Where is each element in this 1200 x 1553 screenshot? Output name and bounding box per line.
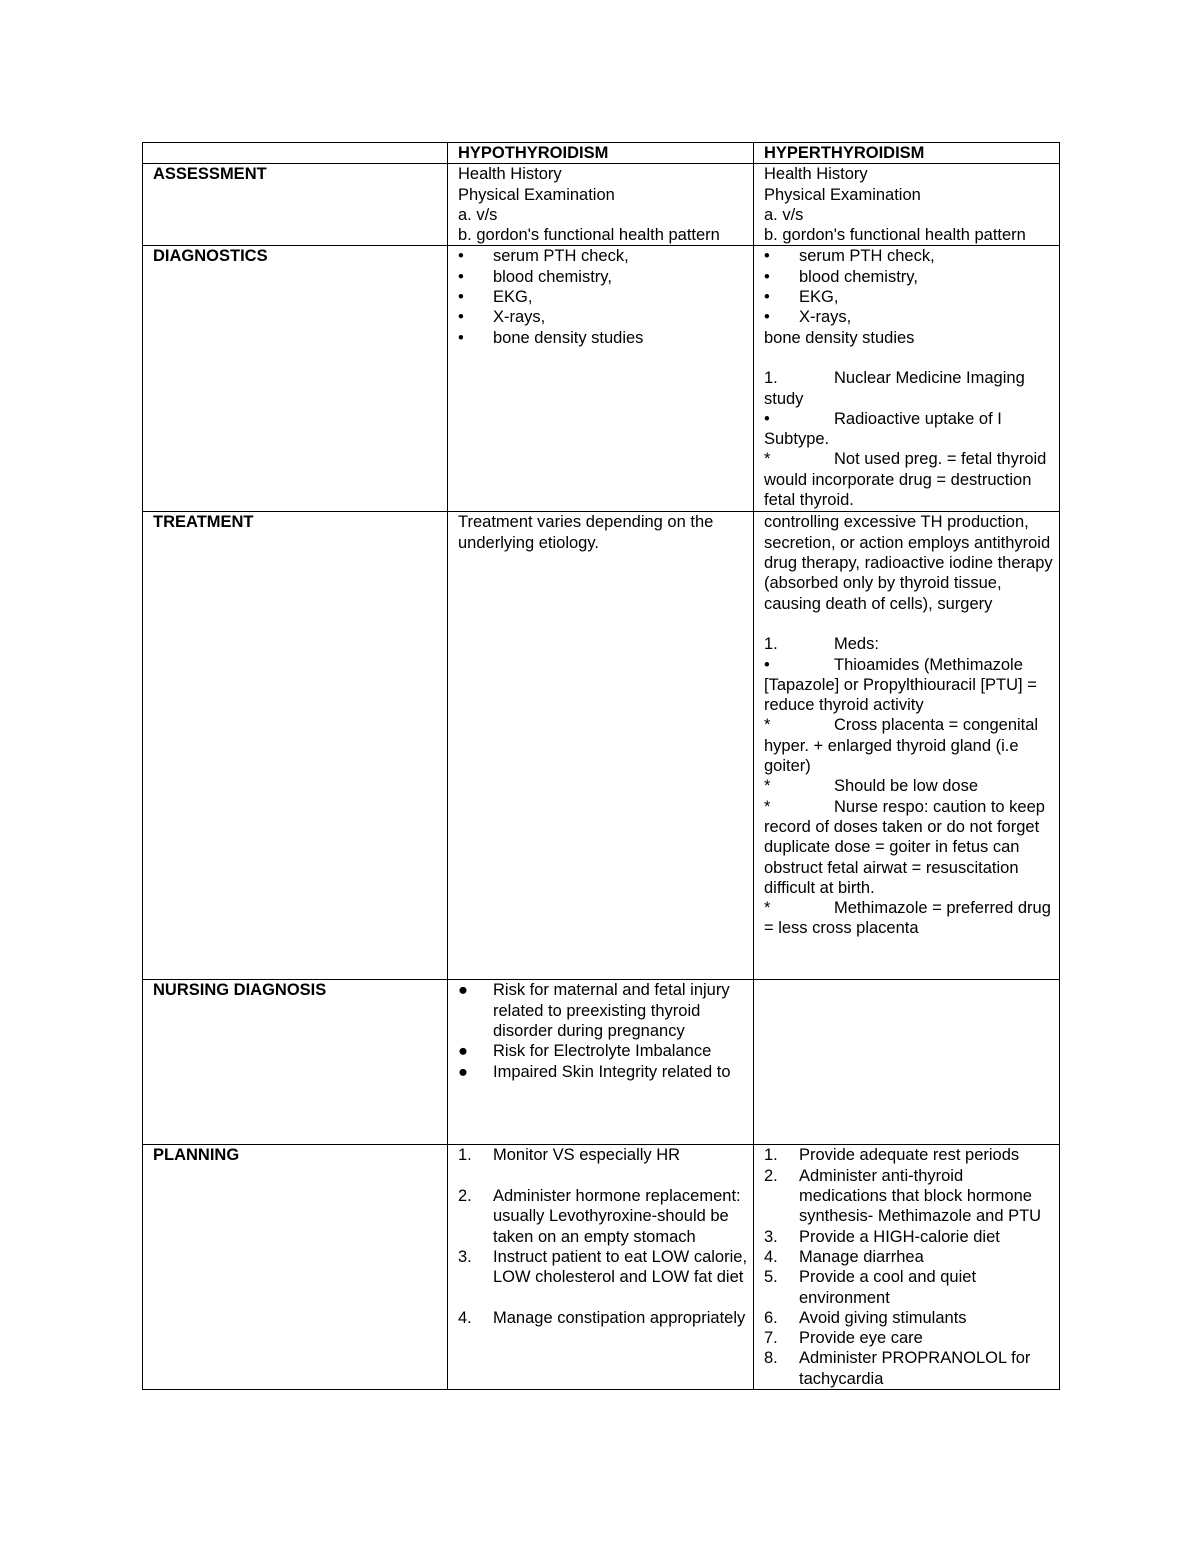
assessment-hypo-line: Physical Examination	[458, 185, 615, 204]
header-empty-cell	[143, 143, 448, 164]
note-text: Radioactive uptake of I Subtype.	[764, 409, 1002, 449]
note-item	[764, 634, 1055, 654]
list-item	[458, 328, 749, 348]
assessment-row	[143, 164, 1060, 246]
note-item	[764, 409, 1055, 450]
assessment-hyper-line: Physical Examination	[764, 185, 921, 204]
list-item-text: EKG,	[493, 288, 533, 307]
list-number: 5.	[764, 1268, 778, 1287]
diagnostics-hyper-cell	[754, 246, 1060, 512]
note-item	[764, 655, 1055, 716]
list-item-text: blood chemistry,	[493, 267, 612, 286]
bullet-icon: •	[458, 247, 464, 266]
planning-hyper-cell	[754, 1145, 1060, 1390]
list-item	[458, 246, 749, 266]
treatment-hypo-cell: Treatment varies depending on the underlying etiology.	[448, 512, 754, 980]
header-hypothyroidism: HYPOTHYROIDISM	[448, 143, 754, 164]
note-marker: *	[764, 777, 771, 796]
assessment-hypo-cell	[448, 164, 754, 246]
list-item	[458, 1247, 749, 1288]
list-number: 8.	[764, 1349, 778, 1368]
bullet-icon: •	[764, 247, 770, 266]
spacer	[764, 348, 1055, 368]
note-marker: *	[764, 716, 771, 735]
list-item	[458, 1145, 749, 1165]
bullet-icon: •	[764, 267, 770, 286]
list-item-text: serum PTH check,	[799, 247, 935, 266]
note-marker: 1.	[764, 635, 778, 654]
note-item	[764, 898, 1055, 939]
spacer	[764, 614, 1055, 634]
note-text: Nuclear Medicine Imaging study	[764, 369, 1025, 408]
nursing-diagnosis-row	[143, 980, 1060, 1145]
list-item	[458, 980, 749, 1041]
note-text: Nurse respo: caution to keep record of doses taken or do not forget duplicate dose = goiter in fetus can obstruct fetal airwat = resuscitation difficult at birth.	[764, 797, 1045, 897]
comparison-table	[142, 142, 1060, 1390]
list-item	[458, 1186, 749, 1247]
bullet-icon: •	[764, 288, 770, 307]
list-item-text: Administer hormone replacement: usually Levothyroxine-should be taken on an empty stomach	[493, 1187, 741, 1246]
list-item	[764, 1145, 1055, 1165]
list-number: 6.	[764, 1308, 778, 1327]
list-item-text: Administer PROPRANOLOL for tachycardia	[799, 1349, 1031, 1388]
assessment-hyper-line: a. v/s	[764, 205, 804, 224]
note-marker: *	[764, 797, 771, 816]
diagnostics-row	[143, 246, 1060, 512]
list-item	[458, 1062, 749, 1082]
list-item	[458, 267, 749, 287]
list-item	[764, 1227, 1055, 1247]
note-item	[764, 368, 1055, 409]
bullet-icon: ●	[458, 981, 468, 1000]
list-item-text: bone density studies	[493, 328, 644, 347]
spacer	[458, 1166, 749, 1186]
note-marker: *	[764, 450, 771, 469]
planning-hypo-cell	[448, 1145, 754, 1390]
assessment-hyper-cell	[754, 164, 1060, 246]
note-marker: •	[764, 655, 770, 674]
bullet-icon: •	[458, 288, 464, 307]
note-text: Should be low dose	[834, 777, 979, 796]
note-item	[764, 715, 1055, 776]
list-number: 3.	[458, 1247, 472, 1266]
assessment-hypo-line: a. v/s	[458, 205, 498, 224]
list-item-text: Manage constipation appropriately	[493, 1308, 746, 1327]
treatment-row	[143, 512, 1060, 980]
header-row	[143, 143, 1060, 164]
bullet-icon: •	[764, 308, 770, 327]
list-item	[764, 307, 1055, 327]
list-item-text: Manage diarrhea	[799, 1247, 924, 1266]
spacer	[458, 1288, 749, 1308]
list-item	[458, 287, 749, 307]
list-item-text: Avoid giving stimulants	[799, 1308, 967, 1327]
list-item-text: Provide a cool and quiet environment	[799, 1268, 977, 1307]
list-item	[764, 267, 1055, 287]
list-number: 2.	[764, 1166, 778, 1185]
list-item	[458, 1041, 749, 1061]
note-item	[764, 776, 1055, 796]
list-item	[764, 1247, 1055, 1267]
bullet-icon: ●	[458, 1042, 468, 1061]
list-item-text: Impaired Skin Integrity related to	[493, 1062, 731, 1081]
list-number: 4.	[458, 1308, 472, 1327]
list-item-text: Instruct patient to eat LOW calorie, LOW cholesterol and LOW fat diet	[493, 1247, 748, 1287]
note-text: Methimazole = preferred drug = less cross placenta	[764, 899, 1051, 938]
list-item	[764, 1308, 1055, 1328]
row-label-treatment: TREATMENT	[143, 512, 448, 980]
bullet-icon: •	[458, 267, 464, 286]
row-label-planning: PLANNING	[143, 1145, 448, 1390]
bullet-icon: •	[458, 328, 464, 347]
list-number: 4.	[764, 1247, 778, 1266]
list-item-text: EKG,	[799, 288, 839, 307]
diagnostics-hyper-tail: bone density studies	[764, 328, 915, 347]
list-item	[764, 1267, 1055, 1308]
list-item-text: Monitor VS especially HR	[493, 1146, 681, 1165]
list-item	[764, 246, 1055, 266]
planning-row	[143, 1145, 1060, 1390]
list-item	[764, 1348, 1055, 1389]
list-number: 7.	[764, 1329, 778, 1348]
list-item-text: Provide eye care	[799, 1329, 923, 1348]
list-number: 3.	[764, 1227, 778, 1246]
row-label-nursing-diagnosis: NURSING DIAGNOSIS	[143, 980, 448, 1145]
list-item-text: blood chemistry,	[799, 267, 918, 286]
list-item	[764, 1166, 1055, 1227]
nursing-diagnosis-hypo-cell	[448, 980, 754, 1145]
note-text: Thioamides (Methimazole [Tapazole] or Propylthiouracil [PTU] = reduce thyroid activity	[764, 655, 1037, 715]
diagnostics-hypo-cell	[448, 246, 754, 512]
list-item-text: Provide a HIGH-calorie diet	[799, 1227, 1000, 1246]
note-text: Meds:	[834, 635, 879, 654]
list-item-text: X-rays,	[493, 308, 546, 327]
treatment-hyper-intro: controlling excessive TH production, secretion, or action employs antithyroid drug therapy, radioactive iodine therapy (absorbed only by thyroid tissue, causing death of cells), surgery	[764, 513, 1053, 613]
bullet-icon: ●	[458, 1062, 468, 1081]
note-text: Not used preg. = fetal thyroid would incorporate drug = destruction fetal thyroid.	[764, 450, 1047, 510]
list-item-text: Administer anti-thyroid medications that block hormone synthesis- Methimazole and PTU	[799, 1166, 1042, 1226]
treatment-hyper-cell	[754, 512, 1060, 980]
list-item-text: serum PTH check,	[493, 247, 629, 266]
list-number: 1.	[764, 1146, 778, 1165]
assessment-hypo-line: Health History	[458, 165, 562, 184]
note-item	[764, 449, 1055, 510]
note-marker: •	[764, 409, 770, 428]
note-item	[764, 797, 1055, 898]
list-item	[764, 1328, 1055, 1348]
list-item	[458, 1308, 749, 1328]
note-marker: *	[764, 899, 771, 918]
assessment-hypo-line: b. gordon's functional health pattern	[458, 226, 720, 245]
list-item-text: Provide adequate rest periods	[799, 1146, 1020, 1165]
header-hyperthyroidism: HYPERTHYROIDISM	[754, 143, 1060, 164]
note-text: Cross placenta = congenital hyper. + enlarged thyroid gland (i.e goiter)	[764, 716, 1039, 776]
assessment-hyper-line: b. gordon's functional health pattern	[764, 226, 1026, 245]
bullet-icon: •	[458, 308, 464, 327]
assessment-hyper-line: Health History	[764, 165, 868, 184]
row-label-assessment: ASSESSMENT	[143, 164, 448, 246]
list-item	[458, 307, 749, 327]
note-marker: 1.	[764, 369, 778, 388]
list-number: 1.	[458, 1146, 472, 1165]
row-label-diagnostics: DIAGNOSTICS	[143, 246, 448, 512]
list-number: 2.	[458, 1187, 472, 1206]
nursing-diagnosis-hyper-cell	[754, 980, 1060, 1145]
list-item	[764, 287, 1055, 307]
list-item-text: Risk for Electrolyte Imbalance	[493, 1042, 712, 1061]
list-item-text: Risk for maternal and fetal injury related to preexisting thyroid disorder during pregnancy	[493, 981, 730, 1041]
list-item-text: X-rays,	[799, 308, 852, 327]
